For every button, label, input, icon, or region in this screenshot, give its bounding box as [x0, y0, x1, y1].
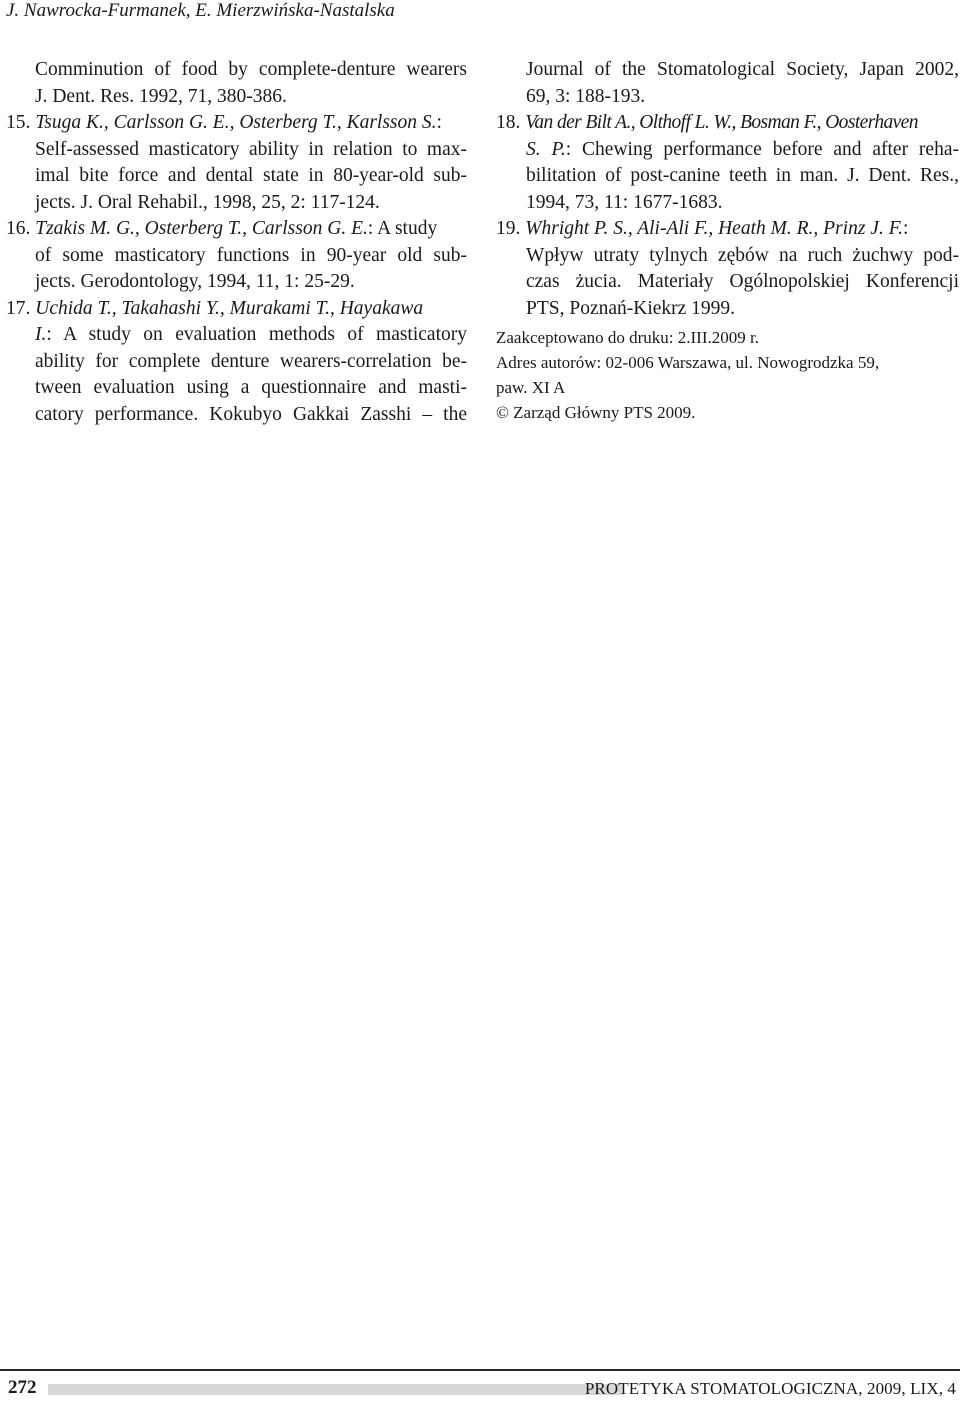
reference-line: Journal of the Stomatological Society, Japan 2002, [526, 59, 959, 80]
reference-19 [496, 216, 959, 322]
reference-17 [6, 296, 467, 429]
reference-line: tween evaluation using a questionnaire and masti- [35, 377, 467, 398]
reference-authors: Uchida T., Takahashi Y., Murakami T., Hayakawa [35, 297, 424, 319]
author-address: Adres autorów: 02-006 Warszawa, ul. Nowogrodzka 59, [496, 353, 880, 372]
reference-line: 1994, 73, 11: 1677-1683. [526, 191, 723, 213]
reference-line: bilitation of post-canine teeth in man. J. Dent. Res., [526, 165, 959, 186]
reference-authors: Whright P. S., Ali-Ali F., Heath M. R., Prinz J. F. [525, 218, 903, 239]
reference-number: 19. [496, 218, 526, 239]
reference-authors: Tsuga K., Carlsson G. E., Osterberg T., Karlsson S. [35, 112, 437, 133]
reference-line: jects. J. Oral Rehabil., 1998, 25, 2: 117-124. [35, 191, 380, 213]
reference-14-continued [6, 57, 467, 110]
reference-authors: Tzakis M. G., Osterberg T., Carlsson G. E. [35, 218, 368, 239]
page-number: 272 [8, 1377, 37, 1398]
reference-authors: S. P. [526, 138, 566, 160]
reference-line [6, 216, 467, 243]
reference-text: : Chewing performance before and after reha- [565, 138, 959, 160]
acceptance-note: Zaakceptowano do druku: 2.III.2009 r. [496, 328, 759, 347]
reference-17-continued [496, 57, 959, 110]
reference-line: 69, 3: 188-193. [526, 85, 646, 107]
reference-line: Comminution of food by complete-denture wearers [35, 59, 467, 80]
reference-line: Wpływ utraty tylnych zębów na ruch żuchwy pod- [526, 244, 959, 266]
reference-16 [6, 216, 467, 296]
reference-line: PTS, Poznań-Kiekrz 1999. [526, 297, 736, 319]
reference-number: 15. [6, 112, 36, 133]
reference-15 [6, 110, 467, 216]
reference-18 [496, 110, 959, 216]
reference-line [6, 110, 467, 137]
footer-bar [48, 1384, 622, 1395]
reference-authors: Van der Bilt A., Olthoff L. W., Bosman F., Oosterhaven [525, 112, 918, 133]
reference-line: of some masticatory functions in 90-year old sub- [35, 244, 467, 266]
reference-line: imal bite force and dental state in 80-year-old sub- [35, 165, 467, 186]
running-head: J. Nawrocka-Furmanek, E. Mierzwińska-Nastalska [6, 0, 395, 21]
reference-number: 16. [6, 218, 36, 239]
footer-rule [0, 1369, 960, 1371]
reference-line [6, 322, 467, 349]
journal-footer: PROTETYKA STOMATOLOGICZNA, 2009, LIX, 4 [584, 1379, 956, 1398]
reference-line [6, 296, 467, 323]
reference-line: J. Dent. Res. 1992, 71, 380-386. [35, 85, 287, 107]
author-address-continued: paw. XI A [496, 378, 566, 397]
reference-line [496, 216, 959, 243]
reference-line [496, 137, 959, 164]
reference-authors: I. [35, 324, 47, 345]
reference-line [496, 110, 959, 137]
copyright-notice: © Zarząd Główny PTS 2009. [496, 403, 696, 422]
left-column [6, 57, 467, 428]
right-column [496, 57, 959, 425]
reference-line: catory performance. Kokubyo Gakkai Zasshi – the [35, 403, 467, 425]
reference-line: jects. Gerodontology, 1994, 11, 1: 25-29. [35, 271, 355, 292]
reference-line: Self-assessed masticatory ability in relation to max- [35, 138, 467, 160]
reference-text: : A study [367, 218, 438, 239]
reference-number: 18. [496, 112, 526, 133]
reference-number: 17. [6, 297, 36, 319]
reference-line: czas żucia. Materiały Ogólnopolskiej Konferencji [526, 271, 959, 292]
reference-text: : [436, 112, 442, 133]
reference-line: ability for complete denture wearers-correlation be- [35, 350, 467, 372]
reference-text: : A study on evaluation methods of masticatory [46, 324, 467, 345]
reference-text: : [902, 218, 909, 239]
